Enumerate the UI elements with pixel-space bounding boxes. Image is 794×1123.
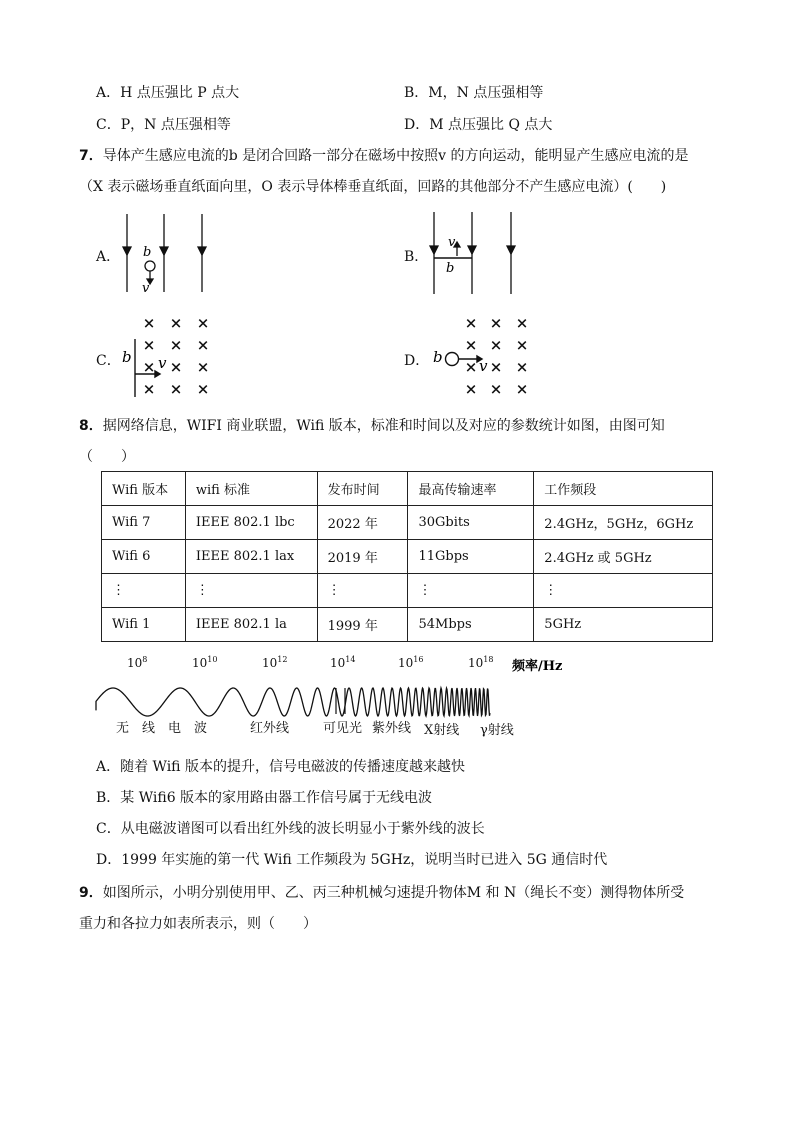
table-cell: 2.4GHz，5GHz，6GHz bbox=[534, 506, 713, 540]
table-cell: 11Gbps bbox=[408, 540, 534, 574]
cross-mark: × bbox=[142, 336, 156, 354]
em-wave-curve bbox=[96, 688, 490, 716]
q8-option-a: A．随着 Wifi 版本的提升，信号电磁波的传播速度越来越快 bbox=[96, 759, 465, 775]
table-cell: 2022 年 bbox=[317, 506, 408, 540]
q7-option-a-label: A． bbox=[96, 249, 121, 265]
table-cell: 5GHz bbox=[534, 608, 713, 642]
table-cell: IEEE 802.1 lbc bbox=[185, 506, 317, 540]
cross-mark: × bbox=[515, 358, 529, 376]
arrow-down bbox=[430, 246, 438, 254]
q8-option-b: B．某 Wifi6 版本的家用路由器工作信号属于无线电波 bbox=[96, 790, 433, 806]
q7-stem-text: 导体产生感应电流的b 是闭合回路一部分在磁场中按照v 的方向运动，能明显产生感应电流的是 bbox=[102, 148, 689, 164]
q7-option-a-figure bbox=[118, 212, 218, 296]
arrow-down bbox=[198, 247, 206, 255]
q8-number: 8． bbox=[79, 418, 103, 434]
table-cell: ⋮ bbox=[317, 574, 408, 608]
freq-label: $10^{18}$ bbox=[468, 655, 494, 670]
q6-option-d: D．M 点压强比 Q 点大 bbox=[404, 117, 553, 133]
em-spectrum-figure bbox=[90, 650, 590, 742]
q7-option-b-figure bbox=[426, 210, 526, 298]
cross-mark: × bbox=[515, 336, 529, 354]
freq-label: $10^8$ bbox=[127, 655, 148, 670]
cross-mark: × bbox=[169, 336, 183, 354]
cross-mark: × bbox=[196, 336, 210, 354]
cross-mark: × bbox=[489, 314, 503, 332]
cross-mark: × bbox=[515, 380, 529, 398]
arrow-down bbox=[468, 246, 476, 254]
q8-stem-text: 据网络信息，WIFI 商业联盟，Wifi 版本，标准和时间以及对应的参数统计如图，由图可知 bbox=[102, 418, 665, 434]
cross-mark: × bbox=[464, 380, 478, 398]
freq-label: $10^{10}$ bbox=[192, 655, 218, 670]
q9-stem-line2: 重力和各拉力如表所表示，则（ ） bbox=[79, 916, 317, 932]
v-label: v bbox=[142, 281, 150, 296]
table-header-cell: wifi 标准 bbox=[185, 472, 317, 506]
cross-mark: × bbox=[464, 314, 478, 332]
cross-mark: × bbox=[489, 380, 503, 398]
b-label: b bbox=[446, 261, 455, 276]
q9-stem-line1 bbox=[79, 882, 684, 902]
table-cell: ⋮ bbox=[185, 574, 317, 608]
cross-mark: × bbox=[196, 314, 210, 332]
arrow-down bbox=[507, 246, 515, 254]
arrow-down bbox=[123, 247, 131, 255]
table-row bbox=[102, 506, 713, 540]
table-header-cell: Wifi 版本 bbox=[102, 472, 186, 506]
q7-option-d-figure bbox=[426, 313, 536, 399]
q8-option-c: C．从电磁波谱图可以看出红外线的波长明显小于紫外线的波长 bbox=[96, 821, 485, 837]
cross-mark: × bbox=[464, 358, 478, 376]
table-cell: ⋮ bbox=[102, 574, 186, 608]
cross-mark: × bbox=[489, 358, 503, 376]
cross-mark: × bbox=[169, 380, 183, 398]
band-label-radio: 无 线 电 波 bbox=[116, 721, 208, 736]
b-label: b bbox=[433, 348, 443, 366]
b-label: b bbox=[143, 245, 152, 260]
table-cell: 1999 年 bbox=[317, 608, 408, 642]
cross-mark: × bbox=[464, 336, 478, 354]
wifi-table bbox=[101, 471, 713, 642]
table-header-cell: 工作频段 bbox=[534, 472, 713, 506]
table-header-row bbox=[102, 472, 713, 506]
v-label: v bbox=[448, 235, 456, 250]
band-label-ultraviolet: 紫外线 bbox=[372, 721, 412, 736]
table-header-cell: 最高传输速率 bbox=[408, 472, 534, 506]
table-row bbox=[102, 608, 713, 642]
band-label-xray: X射线 bbox=[424, 723, 460, 738]
table-cell: Wifi 7 bbox=[102, 506, 186, 540]
q7-stem-line2: （X 表示磁场垂直纸面向里，O 表示导体棒垂直纸面，回路的其他部分不产生感应电流）( ) bbox=[79, 179, 667, 195]
q6-option-b: B．M，N 点压强相等 bbox=[404, 85, 544, 101]
q7-number: 7． bbox=[79, 148, 103, 164]
table-cell: Wifi 1 bbox=[102, 608, 186, 642]
band-label-infrared: 红外线 bbox=[250, 721, 290, 736]
arrow-down bbox=[160, 247, 168, 255]
table-cell: IEEE 802.1 lax bbox=[185, 540, 317, 574]
q7-option-c-figure bbox=[118, 313, 228, 399]
table-cell: ⋮ bbox=[408, 574, 534, 608]
cross-mark: × bbox=[142, 314, 156, 332]
q8-stem-line1 bbox=[79, 415, 665, 435]
freq-label: $10^{16}$ bbox=[398, 655, 424, 670]
q7-option-c-label: C． bbox=[96, 353, 121, 369]
q7-stem-line1 bbox=[79, 145, 689, 165]
cross-mark: × bbox=[196, 380, 210, 398]
b-label: b bbox=[122, 348, 132, 366]
conductor-circle bbox=[446, 353, 459, 366]
q8-option-d: D．1999 年实施的第一代 Wifi 工作频段为 5GHz，说明当时已进入 5G 通信时代 bbox=[96, 852, 608, 868]
cross-mark: × bbox=[489, 336, 503, 354]
table-header-cell: 发布时间 bbox=[317, 472, 408, 506]
cross-mark: × bbox=[142, 358, 156, 376]
freq-unit-label: 频率/Hz bbox=[512, 659, 563, 674]
table-cell: ⋮ bbox=[534, 574, 713, 608]
band-label-gamma: γ射线 bbox=[480, 723, 514, 738]
q6-option-a: A．H 点压强比 P 点大 bbox=[96, 85, 240, 101]
cross-mark: × bbox=[169, 358, 183, 376]
q6-option-c: C．P，N 点压强相等 bbox=[96, 117, 231, 133]
table-cell: Wifi 6 bbox=[102, 540, 186, 574]
table-cell: 54Mbps bbox=[408, 608, 534, 642]
v-label: v bbox=[479, 357, 488, 375]
freq-label: $10^{14}$ bbox=[330, 655, 356, 670]
table-row bbox=[102, 574, 713, 608]
band-label-visible: 可见光 bbox=[323, 721, 363, 736]
cross-mark: × bbox=[169, 314, 183, 332]
q9-number: 9． bbox=[79, 885, 103, 901]
q7-option-b-label: B． bbox=[404, 249, 429, 265]
table-row bbox=[102, 540, 713, 574]
q7-option-d-label: D． bbox=[404, 353, 430, 369]
v-label: v bbox=[158, 354, 167, 372]
q8-stem-line2: （ ） bbox=[79, 449, 135, 465]
freq-label: $10^{12}$ bbox=[262, 655, 288, 670]
table-cell: IEEE 802.1 la bbox=[185, 608, 317, 642]
q9-stem-text: 如图所示，小明分别使用甲、乙、丙三种机械匀速提升物体M 和 N（绳长不变）测得物体所受 bbox=[102, 885, 685, 901]
conductor-circle bbox=[145, 261, 155, 271]
cross-mark: × bbox=[196, 358, 210, 376]
table-cell: 30Gbits bbox=[408, 506, 534, 540]
table-cell: 2.4GHz 或 5GHz bbox=[534, 540, 713, 574]
cross-mark: × bbox=[515, 314, 529, 332]
table-cell: 2019 年 bbox=[317, 540, 408, 574]
cross-mark: × bbox=[142, 380, 156, 398]
